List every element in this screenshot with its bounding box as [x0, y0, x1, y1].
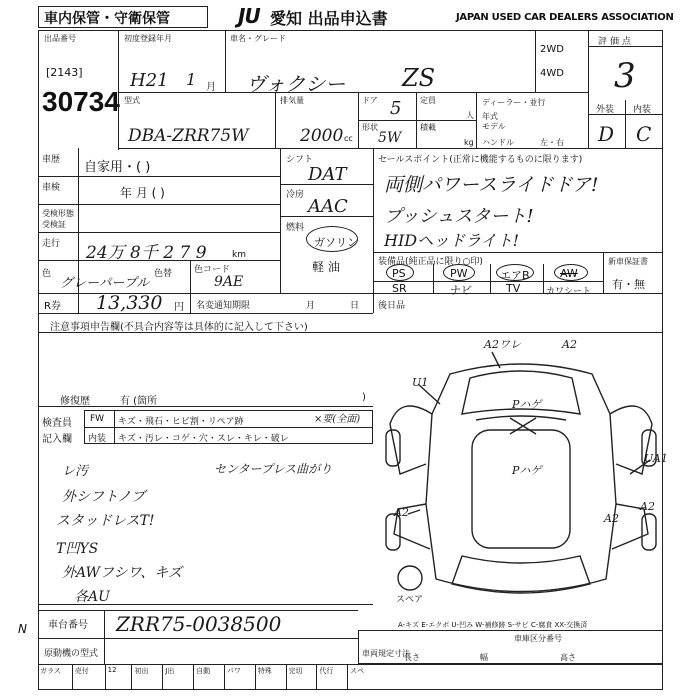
note-line-2: センタープレス曲がり	[214, 462, 333, 476]
reg-era: H21	[130, 70, 169, 91]
origin-label: 原動機の型式	[44, 649, 99, 659]
footer-col: J出	[163, 664, 194, 690]
row-line-6	[38, 313, 373, 314]
note-line-5: T凹YS	[56, 541, 99, 557]
chassis-label: 車台番号	[48, 620, 88, 631]
chassis-col	[104, 610, 105, 664]
equip-ps-circle	[386, 264, 414, 281]
ac-label: 冷房	[286, 190, 305, 200]
reg-month-unit: 月	[206, 82, 216, 93]
color-code-value: 9AE	[214, 274, 244, 290]
recycle-col	[78, 293, 79, 313]
note-line-1: レ汚	[62, 464, 89, 479]
diagram-legend: A-キズ E-エクボ U-凹み W-補修跡 S-サビ C-腐食 XX-交換済	[398, 621, 588, 629]
disp-label: 排気量	[280, 96, 304, 105]
chassis-value: ZRR75-0038500	[116, 612, 282, 636]
wd-divider	[535, 30, 536, 92]
dim-length: 長さ	[404, 653, 420, 662]
size-label: 車両規定寸法	[362, 649, 410, 658]
mark-u1: U1	[412, 376, 429, 389]
row-line-2	[38, 204, 280, 205]
lot-label: 出品番号	[44, 34, 76, 43]
inspection-label: 車検	[42, 183, 61, 193]
app-ext-label: 外装	[596, 105, 615, 115]
mark-p-hage-1: Pハゲ	[512, 398, 542, 411]
car-windshield	[476, 416, 566, 420]
chassis-top-line	[38, 610, 358, 611]
wheel-rear-right	[642, 514, 656, 550]
color-label: 色	[42, 269, 52, 279]
mark-a2-left: A2	[394, 506, 409, 519]
equip-row-line	[373, 281, 603, 282]
recycle-amount: 13,330	[96, 292, 163, 314]
wheel-rear-left	[386, 514, 400, 550]
spare-tire	[398, 566, 422, 590]
mark-a2-right: A2	[640, 500, 655, 513]
footer-col: パワ	[225, 664, 256, 690]
note-line-7: 各AU	[74, 589, 110, 605]
selling-line-3: HIDヘッドライト!	[384, 231, 520, 250]
cap-divider	[416, 92, 417, 148]
inspector-fw-mark: ×要(全面)	[314, 414, 361, 425]
dealer-divider	[476, 92, 477, 148]
wd-2wd: 2WD	[540, 44, 564, 55]
doc-title: 車内保管・守衛保管	[44, 11, 170, 27]
footer-col: 初出	[132, 664, 163, 690]
equip-navi: ナビ	[450, 284, 472, 297]
inspector-label-1: 検査員	[42, 418, 72, 429]
footer-col: 特殊	[256, 664, 287, 690]
car-name: ヴォクシー	[246, 72, 346, 96]
car-left-front-side	[390, 406, 432, 474]
usage-value: 自家用・( )	[84, 160, 151, 175]
model-label: 型式	[124, 96, 140, 105]
row-line-1	[38, 176, 280, 177]
load-label: 積載	[420, 123, 436, 132]
color-change-label: 色替	[154, 269, 173, 279]
mark-a2-mid: A2	[604, 512, 619, 525]
grade-label: 評価点	[598, 37, 635, 47]
recycle-label: R券	[44, 301, 61, 312]
grade-divider	[588, 30, 589, 148]
ac-value: AAC	[308, 196, 348, 217]
app-ext-value: D	[598, 122, 615, 146]
note-line-6: 外AWフシワ、キズ	[62, 565, 182, 581]
shift-label: シフト	[286, 155, 314, 165]
pointer-a2-left	[408, 510, 420, 514]
row-line-3	[38, 232, 280, 233]
model-bottom-line	[118, 148, 663, 149]
later-label: 後日品	[378, 301, 406, 311]
footer-col: 自動	[194, 664, 225, 690]
equip-col-2	[490, 264, 491, 293]
inspector-int: 内装	[88, 434, 107, 444]
chassis-margin-mark: N	[18, 622, 27, 636]
footer-col: 12	[106, 664, 133, 690]
receipt-label: 受検形態	[42, 209, 74, 218]
handle-label: ハンドル	[482, 138, 514, 147]
equip-pw: PW	[450, 267, 468, 280]
selling-line-1: 両側パワースライドドア!	[384, 174, 599, 196]
app-int-value: C	[636, 122, 652, 146]
color-value: グレーパープル	[60, 276, 150, 291]
notice-divider	[190, 293, 191, 313]
cap-label: 定員	[420, 96, 436, 105]
damage-cross	[510, 418, 536, 434]
inspector-int-items: キズ・汚レ・コゲ・穴・スレ・キレ・破レ	[118, 434, 289, 444]
fuel-diesel: 軽 油	[312, 260, 340, 274]
manual-value: 有・無	[612, 278, 645, 291]
color-code-label: 色コード	[194, 265, 231, 275]
notice-month: 月	[306, 301, 316, 311]
mod-label: モデル	[482, 122, 506, 131]
lot-code: [2143]	[46, 66, 83, 79]
selling-label: セールスポイント(正常に機能するものに限ります)	[378, 155, 583, 165]
inspection-value: 年 月 ( )	[120, 186, 165, 200]
inspector-fw-items: キズ・飛石・ヒビ割・リペア跡	[118, 417, 244, 427]
equip-sr: SR	[392, 282, 407, 295]
footer-cols	[38, 664, 378, 690]
footer-col: スペ	[350, 667, 365, 675]
equip-col-1	[433, 264, 434, 293]
dealer-row: ディーラー・並行	[482, 98, 546, 107]
inspector-fw: FW	[90, 414, 105, 424]
model-code: DBA-ZRR75W	[128, 126, 249, 146]
fuel-gasoline-circle	[306, 226, 358, 252]
inspector-label-2: 記入欄	[42, 434, 72, 445]
equip-pw-circle	[443, 264, 475, 281]
shift-value: DAT	[308, 164, 347, 185]
recycle-yen: 円	[174, 302, 184, 313]
equip-col-4	[603, 252, 604, 293]
equip-aw-circle	[554, 264, 588, 281]
chassis-mid-line	[38, 638, 358, 639]
org-english: JAPAN USED CAR DEALERS ASSOCIATION	[456, 12, 674, 23]
grade-label-line	[588, 46, 663, 47]
inspector-col	[114, 410, 115, 444]
mileage-label: 走行	[42, 239, 61, 249]
reg-bottom-line	[118, 92, 588, 93]
equip-col-3	[543, 264, 544, 293]
equip-tv: TV	[506, 282, 521, 295]
reg-month: 1	[186, 70, 197, 89]
tax-label: 車庫区分番号	[514, 634, 562, 643]
footer-col: 完切	[287, 664, 318, 690]
lot-number: 30734	[42, 86, 120, 117]
equip-top-line	[373, 252, 663, 253]
mark-a2-top-right: A2	[562, 338, 577, 351]
footer-col: ガラス	[38, 664, 73, 690]
inspector-mid-line	[84, 427, 373, 428]
mark-spare: スペア	[396, 595, 424, 605]
notes-bottom-line	[38, 406, 373, 407]
shape-label: 形状	[362, 123, 378, 132]
mark-a2-ware: A2ワレ	[484, 338, 521, 351]
first-reg-label: 初度登録年月	[124, 34, 172, 43]
note-line-4: スタッドレスT!	[56, 513, 155, 529]
shape-value: 5W	[378, 130, 402, 146]
km-unit: km	[232, 250, 246, 260]
dim-width: 幅	[480, 653, 488, 662]
notes-area-bottom	[38, 604, 373, 605]
usage-label: 車歴	[42, 155, 61, 165]
selling-line-2: プッシュスタート!	[384, 206, 534, 227]
manual-label: 新車保証書	[608, 257, 648, 266]
mark-ua1: UA1	[644, 452, 668, 465]
color-code-divider	[190, 260, 191, 293]
note-line-3: 外シフトノブ	[62, 489, 146, 505]
car-name-label: 車名・グレード	[230, 34, 286, 43]
mileage-value: 24万 8千 2 7 9	[86, 243, 207, 263]
notes-label-line	[38, 332, 373, 333]
equip-label: 装備品(純正品に限り○印)	[378, 257, 483, 267]
doors-value: 5	[390, 98, 402, 119]
repair-close: )	[362, 392, 366, 403]
notice-day: 日	[350, 301, 360, 311]
details-divider	[280, 148, 281, 293]
equip-airbag-circle	[496, 264, 534, 281]
year-label: 年式	[482, 112, 498, 121]
org-title: 愛知 出品申込書	[270, 9, 388, 28]
equip-leather: カワシート	[546, 287, 592, 297]
repair-label: 修復歴	[60, 396, 90, 407]
person-unit: 人	[466, 111, 474, 120]
doors-label: ドア	[362, 96, 378, 105]
grade-score: 3	[614, 56, 636, 96]
org-logo: JU	[238, 4, 260, 28]
dim-height: 高さ	[560, 653, 576, 662]
fuel-gasoline: ガソリン	[314, 236, 358, 249]
car-roof	[472, 430, 570, 548]
wd-4wd: 4WD	[540, 68, 564, 79]
receipt-sub: 受検証	[42, 220, 66, 229]
model-disp-divider	[275, 92, 276, 148]
mark-p-hage-2: Pハゲ	[512, 464, 542, 477]
reg-divider	[225, 30, 226, 92]
app-int-label: 内装	[633, 105, 652, 115]
equip-aw: AW	[560, 267, 578, 280]
equip-airbag: エアB	[500, 269, 530, 282]
doors-line	[358, 120, 476, 121]
kg-unit: kg	[464, 138, 474, 147]
notes-label: 注意事項申告欄(不具合内容等は具体的に記入して下さい)	[50, 322, 308, 333]
shift-divider	[373, 148, 374, 313]
footer-col: 売付	[73, 664, 106, 690]
footer-col: 代行	[317, 664, 348, 690]
equip-ps: PS	[392, 267, 406, 280]
cc-unit: cc	[344, 134, 353, 143]
notice-label: 名変通知期限	[196, 301, 251, 311]
car-grade: ZS	[402, 64, 436, 92]
later-line	[373, 332, 663, 333]
displacement: 2000	[300, 126, 344, 146]
handle-value: 左・右	[540, 138, 564, 147]
fuel-label: 燃料	[286, 223, 305, 233]
repair-value: 有 (箇所	[120, 396, 158, 407]
app-mid-divider	[625, 100, 626, 148]
